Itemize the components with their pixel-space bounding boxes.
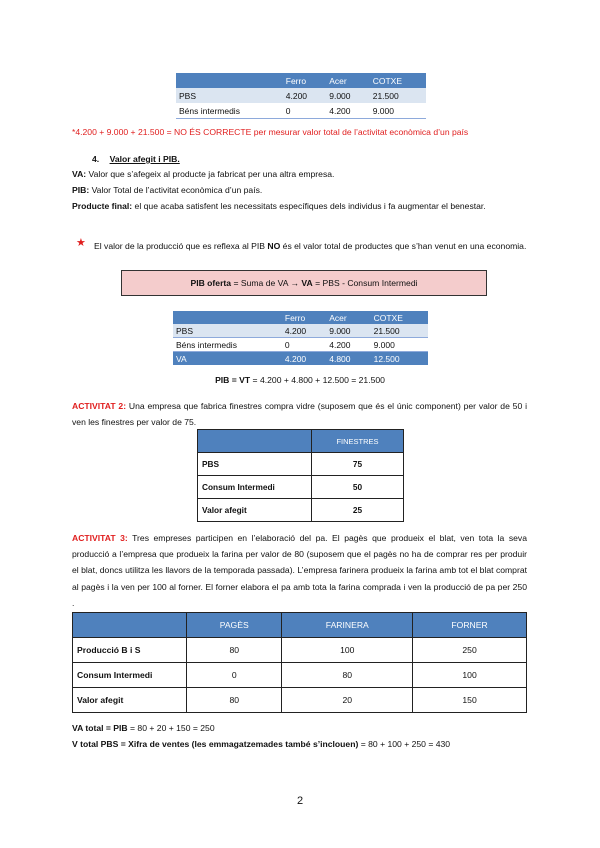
table-activity-2: [197, 429, 404, 522]
table-row: [173, 324, 428, 338]
table-cell: 100: [413, 663, 527, 688]
definitions: [72, 166, 527, 214]
table-cell: 21.500: [371, 324, 428, 338]
table-cell: 9.000: [326, 88, 369, 103]
table-header-cell: [176, 73, 283, 88]
table-cell: 0: [187, 663, 282, 688]
table-header-cell: [198, 430, 312, 453]
table-row: [73, 638, 527, 663]
table-header-cell: PAGÈS: [187, 613, 282, 638]
table-header-cell: [173, 311, 282, 324]
section-heading: [92, 151, 180, 167]
table-row: [176, 103, 426, 119]
table-cell: 150: [413, 688, 527, 713]
table-row: [173, 352, 428, 366]
table-row: [198, 453, 404, 476]
totals: [72, 720, 542, 752]
table-header-cell: Ferro: [282, 311, 326, 324]
section-title: Valor afegit i PIB.: [109, 154, 180, 164]
table-cell: 4.200: [282, 352, 326, 366]
definition-pib: PIB: Valor Total de l’activitat econòmica d’un país.: [72, 185, 263, 195]
warning-text: *4.200 + 9.000 + 21.500 = NO ÉS CORRECTE per mesurar valor total de l’activitat econòmica d’un país: [72, 127, 469, 137]
table-activity-3: [72, 612, 527, 713]
table-cell: Consum Intermedi: [198, 476, 312, 499]
table-cell: 25: [312, 499, 404, 522]
table-cell: 4.200: [326, 103, 369, 119]
definition-final-product: Producte final: el que acaba satisfent les necessitats específiques dels individus i fa augmentar el benestar.: [72, 201, 486, 211]
table-cell: PBS: [173, 324, 282, 338]
table-header-cell: FARINERA: [282, 613, 413, 638]
table-cell: 80: [187, 638, 282, 663]
table-cell: 12.500: [371, 352, 428, 366]
table-cell: 9.000: [371, 338, 428, 352]
table-cell: 100: [282, 638, 413, 663]
table-header-cell: COTXE: [371, 311, 428, 324]
table-header-cell: COTXE: [370, 73, 426, 88]
va-total: VA total = PIB = 80 + 20 + 150 = 250: [72, 723, 215, 733]
table-value-added: [173, 311, 428, 365]
table-header-cell: FORNER: [413, 613, 527, 638]
table-cell: 4.200: [282, 324, 326, 338]
page-number: 2: [296, 795, 304, 807]
table-header-cell: Acer: [326, 311, 370, 324]
table-cell: Consum Intermedi: [73, 663, 187, 688]
table-cell: VA: [173, 352, 282, 366]
table-cell: 9.000: [370, 103, 426, 119]
table-row: [73, 663, 527, 688]
pib-vt-formula: PIB = VT = 4.200 + 4.800 + 12.500 = 21.500: [215, 375, 385, 385]
table-cell: 50: [312, 476, 404, 499]
table-cell: Béns intermedis: [173, 338, 282, 352]
table-cell: 75: [312, 453, 404, 476]
table-header-cell: FINESTRES: [312, 430, 404, 453]
table-cell: 20: [282, 688, 413, 713]
table-cell: 80: [187, 688, 282, 713]
table-header-cell: Ferro: [283, 73, 326, 88]
table-cell: 21.500: [370, 88, 426, 103]
pib-note: El valor de la producció que es reflexa al PIB NO és el valor total de productes que s’han venut en una economia.: [94, 241, 527, 251]
activity-3-text: ACTIVITAT 3: Tres empreses participen en l’elaboració del pa. El pagès que produeix el blat, ven tota la seva producció a l’empresa que produeix la farina per valor de 80 (suposem que el pagès no ha de comprar res per produir el blat, doncs utilitza les llavors de la temporada passada). L’empresa farinera produeix la farina amb tot el blat comprat al pagès i la ven per 100 al forner. El forner elabora el pa amb tota la farina comprada i ven la producció de pa per 250 .: [72, 533, 527, 608]
table-header-cell: Acer: [326, 73, 369, 88]
table-cell: 4.800: [326, 352, 370, 366]
table-cell: 80: [282, 663, 413, 688]
table-row: [73, 688, 527, 713]
table-cell: PBS: [198, 453, 312, 476]
table-cell: Valor afegit: [73, 688, 187, 713]
table-cell: 0: [282, 338, 326, 352]
table-cell: 4.200: [326, 338, 370, 352]
table-header-cell: [73, 613, 187, 638]
table-row: [198, 499, 404, 522]
section-number: 4.: [92, 154, 100, 164]
definition-va: VA: Valor que s’afegeix al producte ja fabricat per una altra empresa.: [72, 169, 335, 179]
table-cell: 250: [413, 638, 527, 663]
table-cell: Béns intermedis: [176, 103, 283, 119]
table-cell: 0: [283, 103, 326, 119]
table-cell: Producció B i S: [73, 638, 187, 663]
table-pbs-intermediate: [176, 73, 426, 119]
table-row: [176, 88, 426, 103]
table-cell: Valor afegit: [198, 499, 312, 522]
table-row: [198, 476, 404, 499]
pib-formula-box: PIB oferta = Suma de VA → VA = PBS - Consum Intermedi: [121, 270, 487, 296]
table-cell: 4.200: [283, 88, 326, 103]
table-cell: PBS: [176, 88, 283, 103]
star-icon: ★: [76, 237, 86, 249]
table-cell: 9.000: [326, 324, 370, 338]
table-row: [173, 338, 428, 352]
activity-2-text: ACTIVITAT 2: Una empresa que fabrica finestres compra vidre (suposem que és el únic component) per valor de 50 i ven les finestres per valor de 75.: [72, 401, 527, 427]
v-total-pbs: V total PBS = Xifra de ventes (les emmagatzemades també s’inclouen) = 80 + 100 + 250 = 430: [72, 739, 451, 749]
